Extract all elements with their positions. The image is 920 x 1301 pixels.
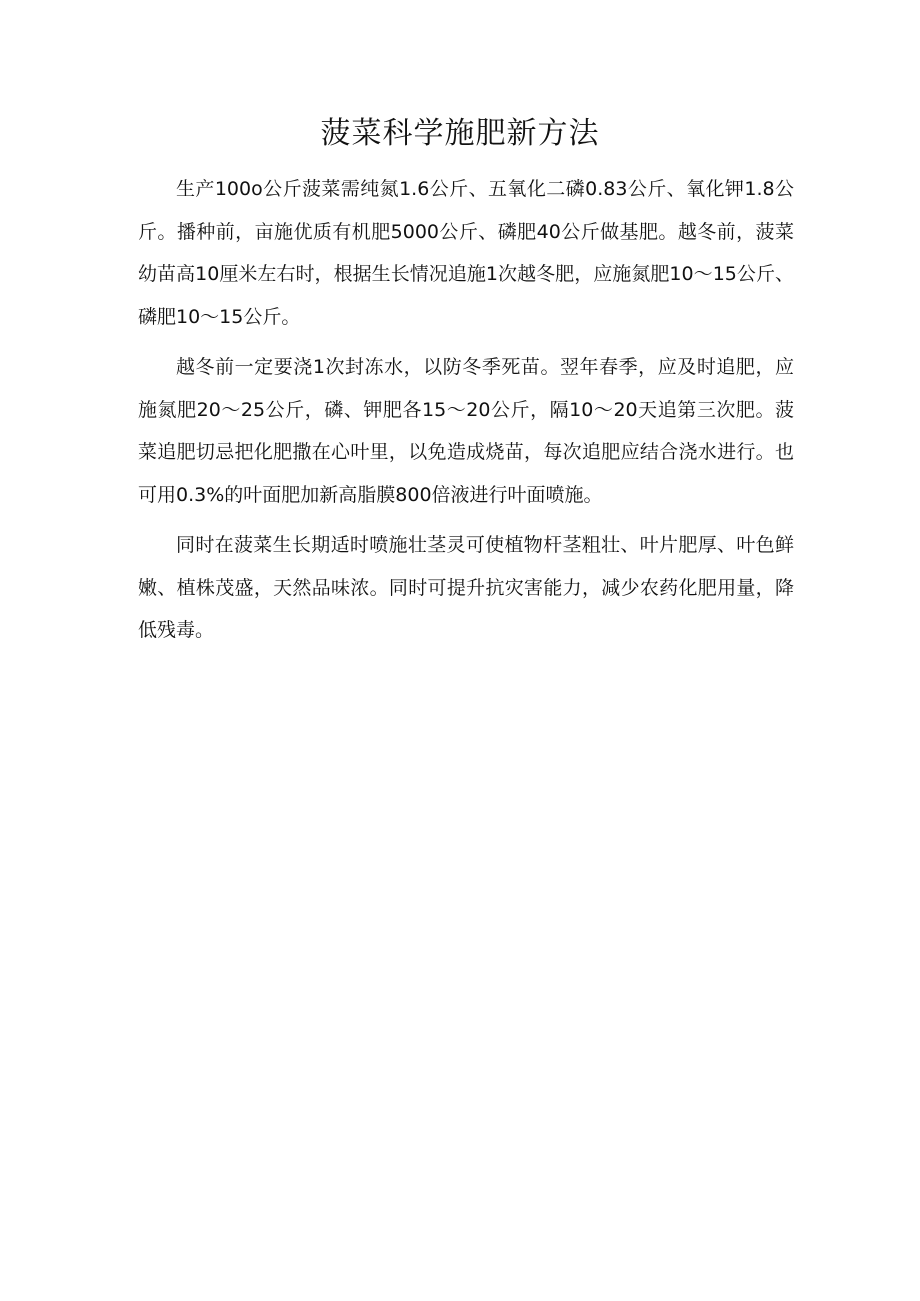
document-body — [138, 168, 794, 660]
paragraph-2: 越冬前一定要浇1次封冻水，以防冬季死苗。翌年春季，应及时追肥，应施氮肥20〜25公斤，磷、钾肥各15〜20公斤，隔10〜20天追第三次肥。菠菜追肥切忌把化肥撒在心叶里，以免造成烧苗，每次追肥应结合浇水进行。也可用0.3%的叶面肥加新高脂膜800倍液进行叶面喷施。 — [138, 356, 794, 506]
paragraph-3: 同时在菠菜生长期适时喷施壮茎灵可使植物杆茎粗壮、叶片肥厚、叶色鲜嫩、植株茂盛，天然品味浓。同时可提升抗灾害能力，减少农药化肥用量，降低残毒。 — [138, 534, 794, 641]
document-title: 菠菜科学施肥新方法 — [320, 116, 600, 151]
paragraph-1: 生产100o公斤菠菜需纯氮1.6公斤、五氧化二磷0.83公斤、氧化钾1.8公斤。播种前，亩施优质有机肥5000公斤、磷肥40公斤做基肥。越冬前，菠菜幼苗高10厘米左右时，根据生长情况追施1次越冬肥，应施氮肥10〜15公斤、磷肥10〜15公斤。 — [138, 178, 794, 328]
